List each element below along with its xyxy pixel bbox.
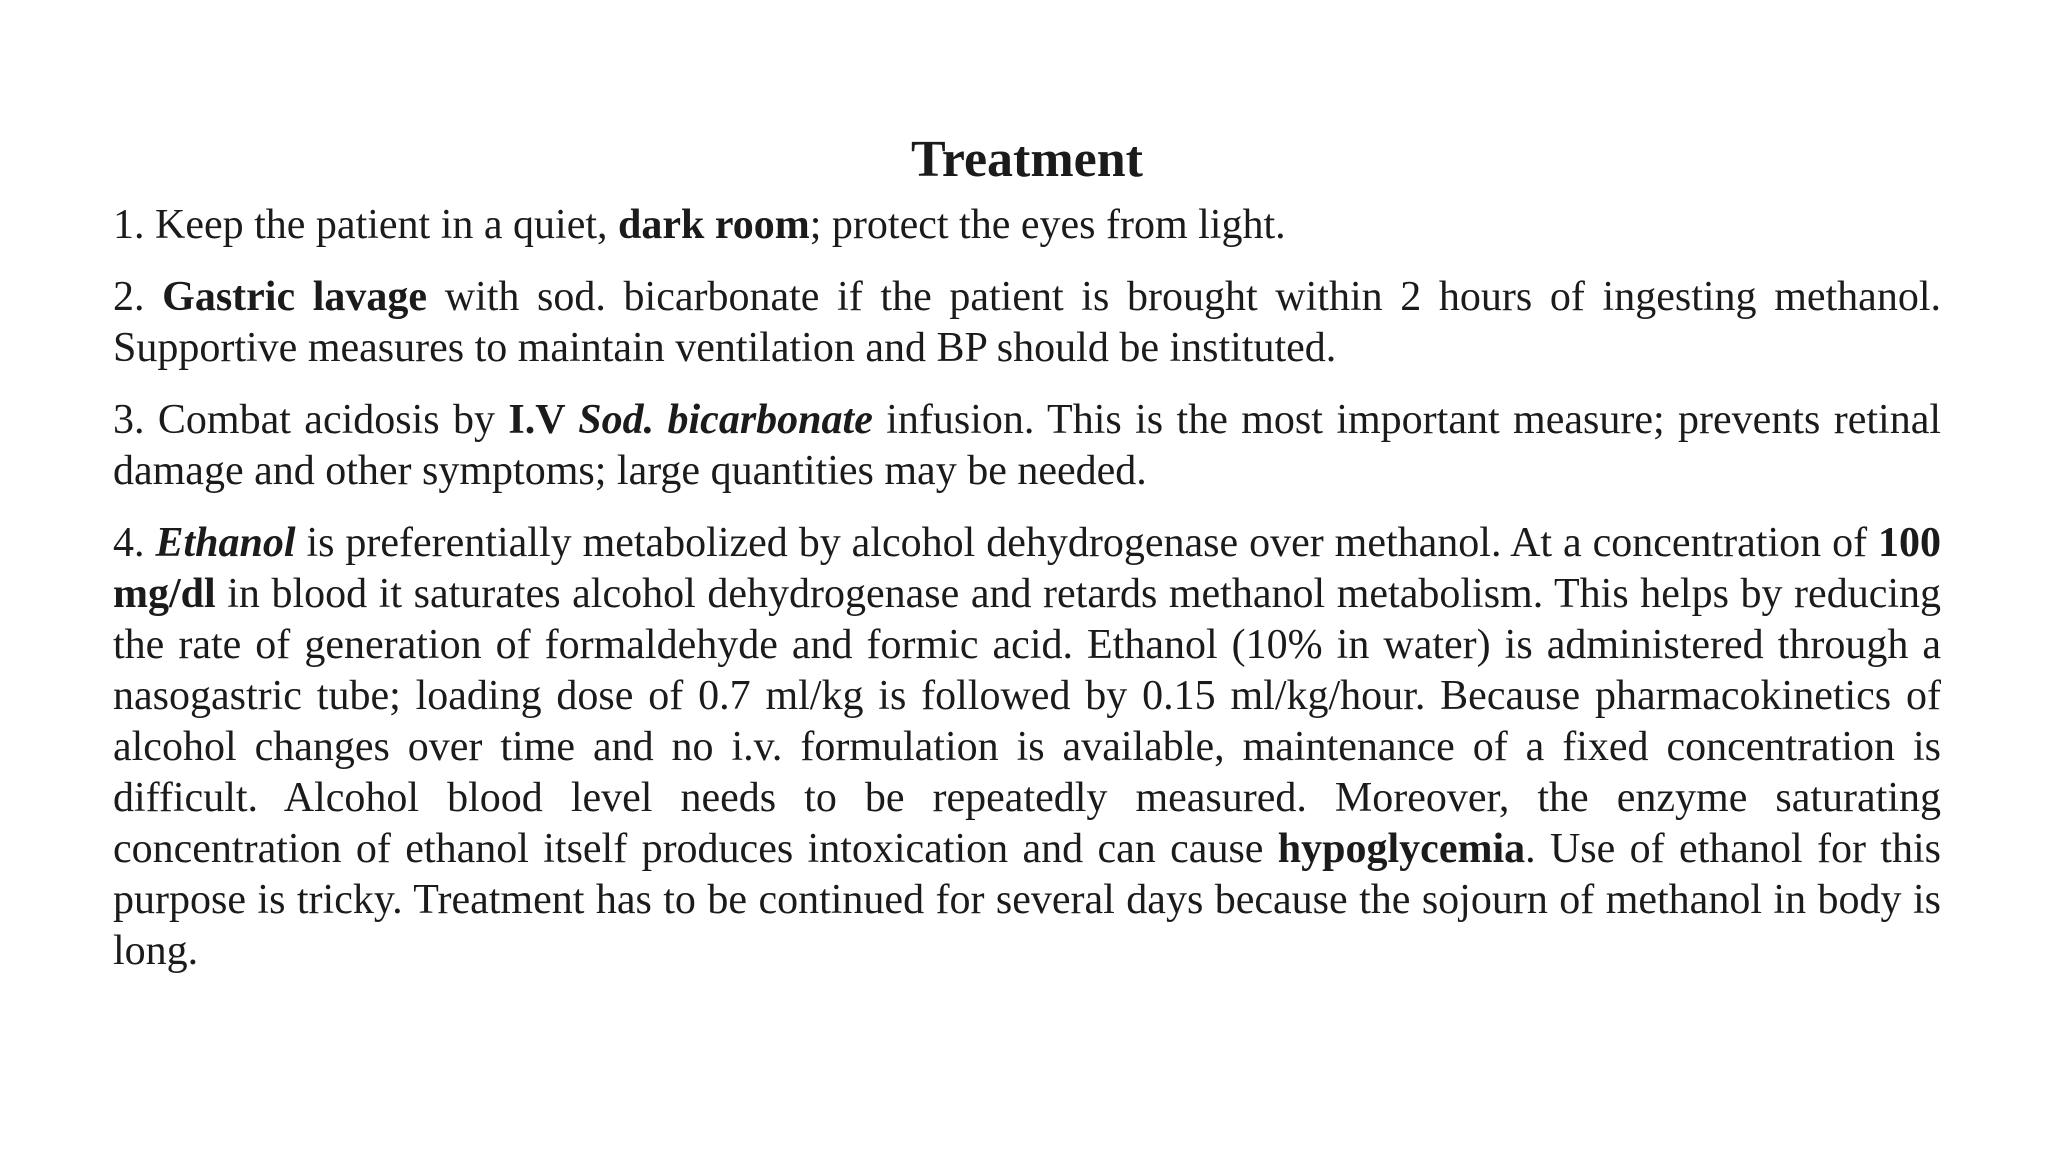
item-emphasis: 100 mg/dl <box>113 520 1942 617</box>
item-text: 4. <box>113 520 156 566</box>
item-emphasis: Gastric lavage <box>162 274 428 320</box>
item-emphasis-italic: Ethanol <box>155 520 296 566</box>
item-text: ; protect the eyes from light. <box>809 202 1286 248</box>
treatment-item-4 <box>113 518 1941 977</box>
item-text: with sod. bicarbonate if the patient is brought within 2 hours of ingesting methanol. Supportive measures to maintain ventilation and BP should be instituted. <box>113 274 1941 371</box>
item-emphasis: hypoglycemia <box>1277 826 1526 872</box>
item-text: 2. <box>113 274 163 320</box>
item-text: in blood it saturates alcohol dehydrogenase and retards methanol metabolism. This helps by reducing the rate of generation of formaldehyde and formic acid. Ethanol (10% in water) is administered through a nasogastric tube; loading dose of 0.7 ml/kg is followed by 0.15 ml/kg/hour. Because pharmacokinetics of alcohol changes over time and no i.v. formulation is available, maintenance of a fixed concentration is difficult. Alcohol blood level needs to be repeatedly measured. Moreover, the enzyme saturating concentration of ethanol itself produces intoxication and can cause <box>113 571 1941 872</box>
item-text: infusion. This is the most important measure; prevents retinal damage and other symptoms; large quantities may be needed. <box>113 397 1942 494</box>
item-text: . Use of ethanol for this purpose is tricky. Treatment has to be continued for several days because the sojourn of methanol in body is long. <box>113 826 1941 974</box>
document-page <box>113 128 1941 998</box>
item-emphasis: I.V <box>508 397 579 443</box>
treatment-item-3 <box>113 395 1941 497</box>
treatment-item-2 <box>113 272 1941 374</box>
section-title: Treatment <box>911 131 1143 188</box>
item-text: 3. Combat acidosis by <box>113 397 509 443</box>
treatment-item-1 <box>113 200 1941 251</box>
item-text: 1. Keep the patient in a quiet, <box>113 202 619 248</box>
item-text: is preferentially metabolized by alcohol dehydrogenase over methanol. At a concentration of <box>295 520 1879 566</box>
item-emphasis: dark room <box>618 202 810 248</box>
item-emphasis-italic: Sod. bicarbonate <box>578 397 873 443</box>
